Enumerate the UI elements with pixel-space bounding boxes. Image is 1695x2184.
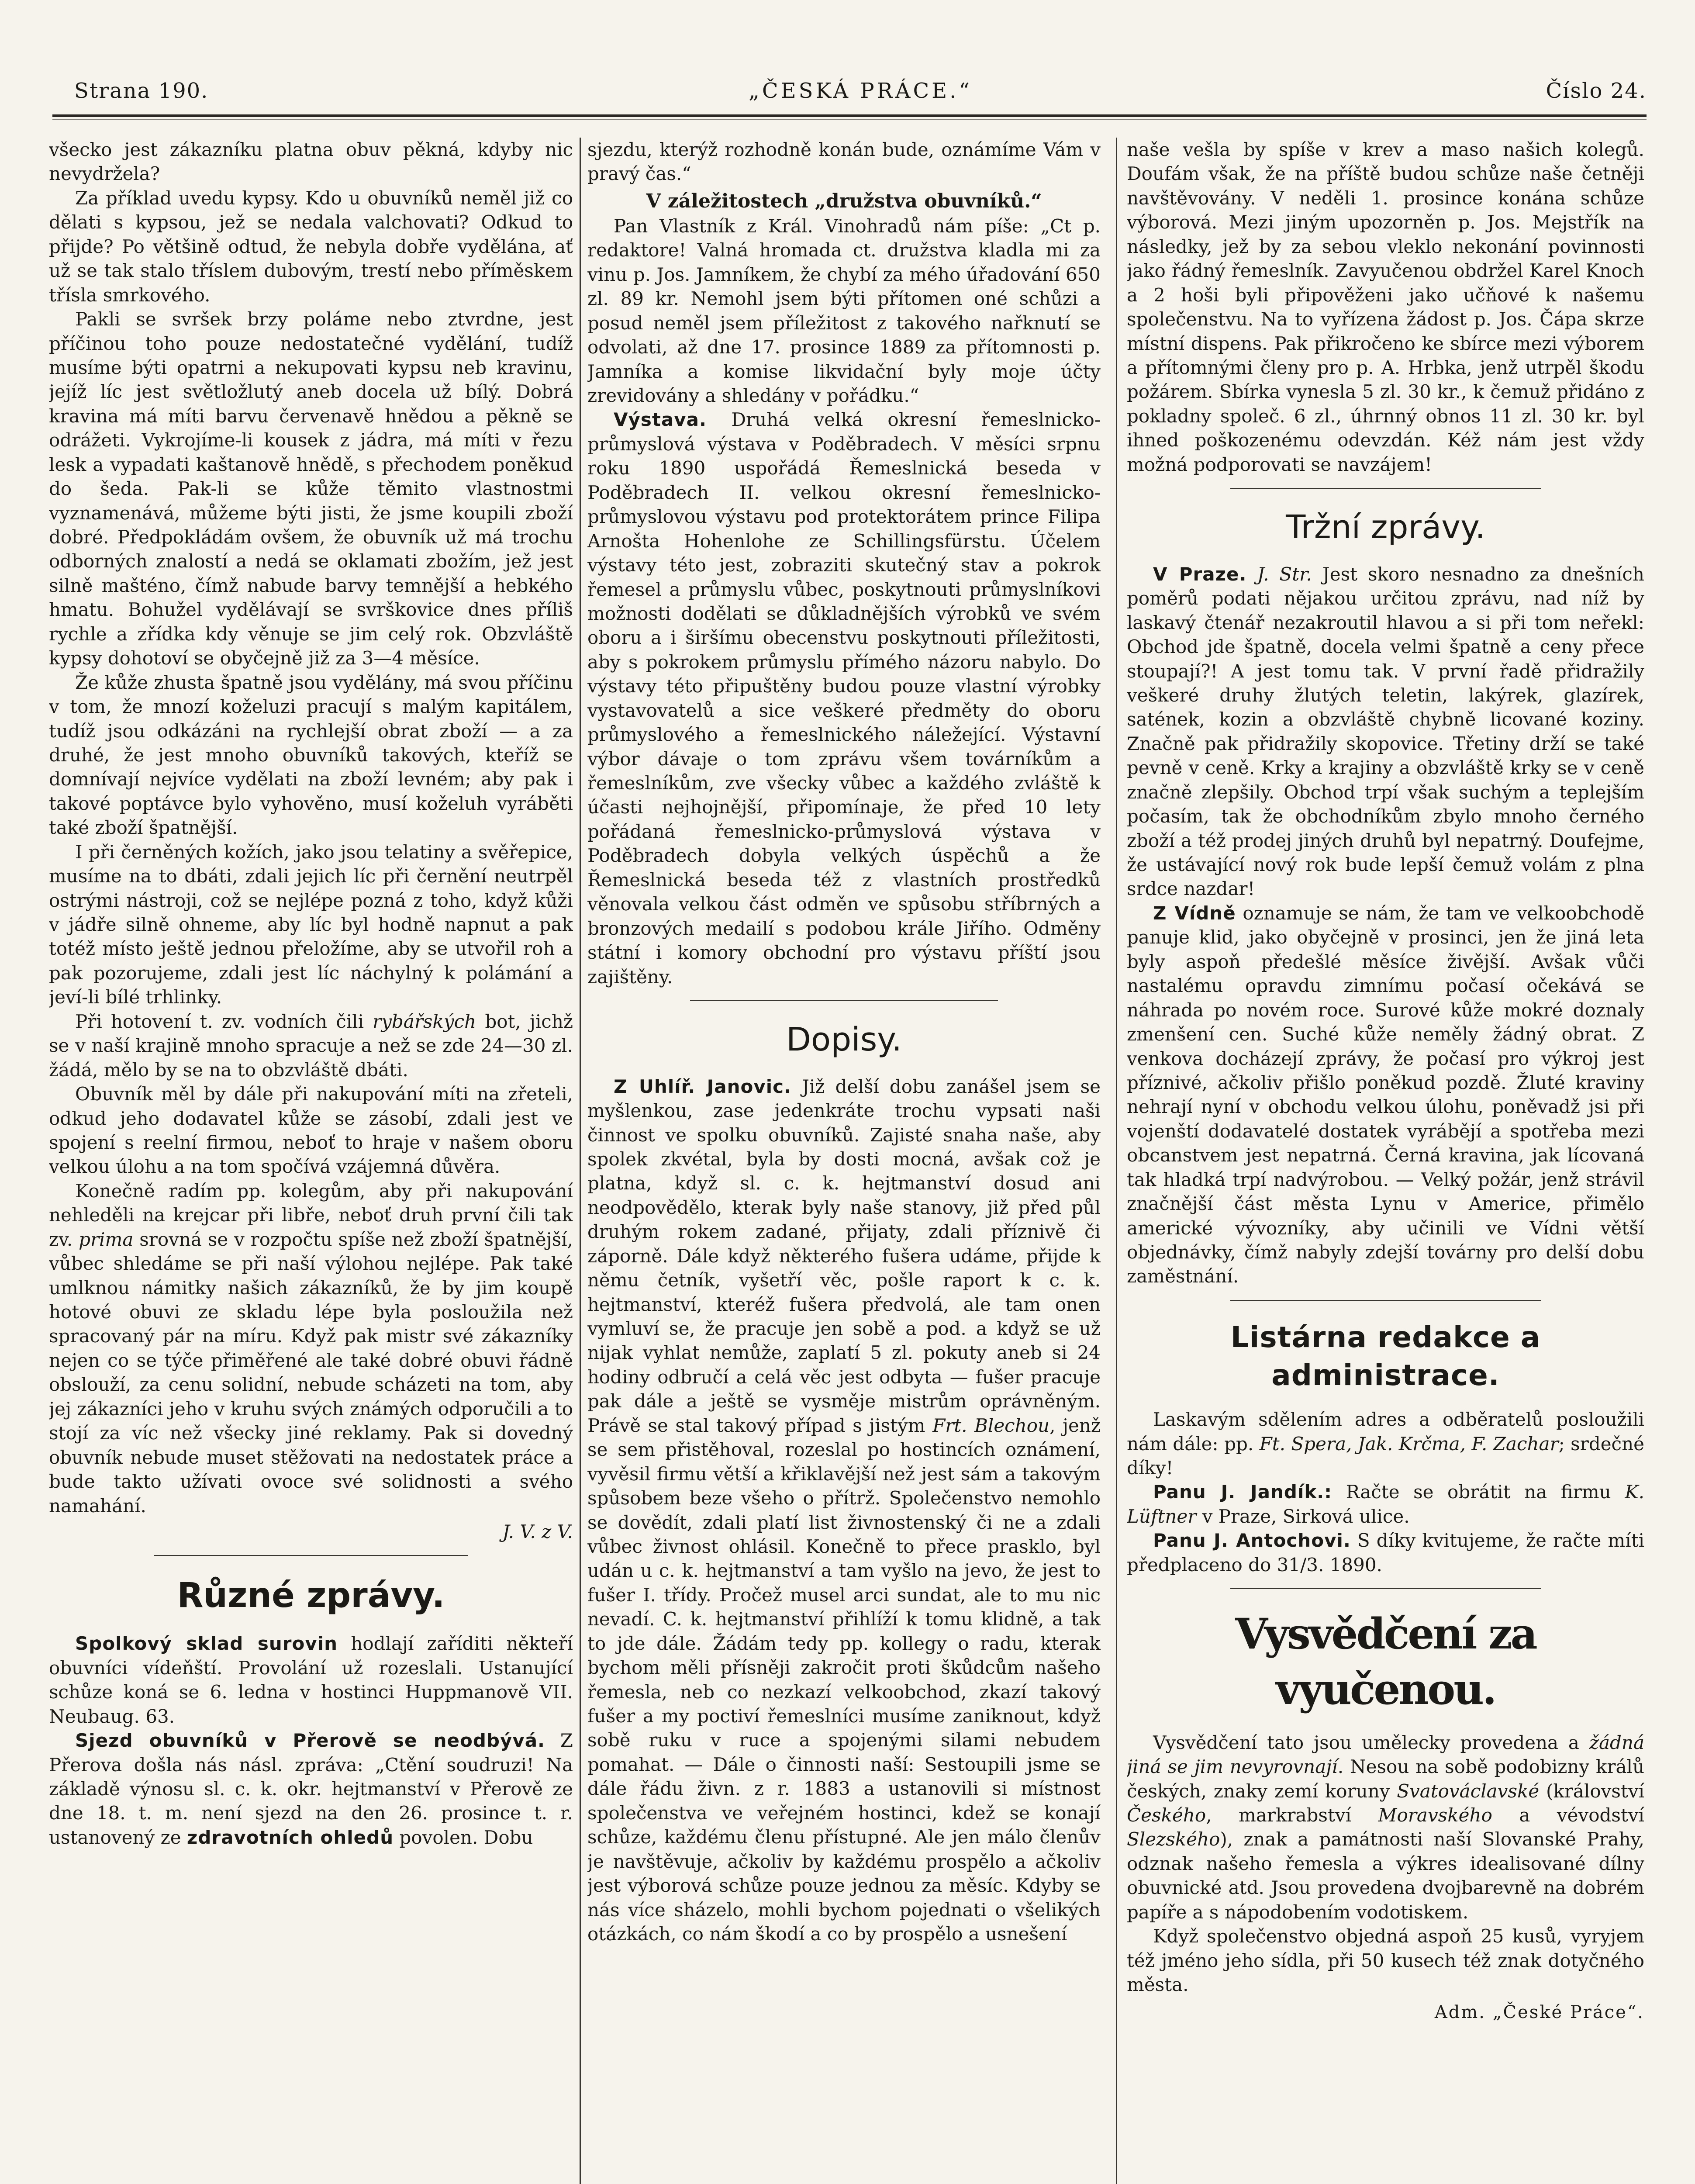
section-rule — [154, 1555, 468, 1556]
paragraph: Pan Vlastník z Král. Vinohradů nám píše: „Ct p. redaktore! Valná hromada ct. družstva kladla mi za vinu p. Jos. Jamníkem, že chybí za mého úřadování 650 zl. 89 kr. Nemohl jsem býti přítomen oné schůzi a posud neměl jsem příležitost z takového nařknutí se odvolati, až dne 17. prosince 1889 za přítomnosti p. Jamníka a komise likvidační byly moje účty zrevidovány a shledány v pořádku.“ — [587, 215, 1101, 407]
paragraph: Při hotovení t. zv. vodních čili rybářských bot, jichž se v naší krajině mnoho spracuje a než se zde 24—30 zl. žádá, mělo by se na to obzvláště dbáti. — [49, 1010, 573, 1081]
advert-text: Když společenstvo objedná aspoň 25 kusů, vyryjem též jméno jeho sídla, při 50 kusech též znak dotyčného města. — [1127, 1925, 1644, 1996]
section-rule — [1230, 1300, 1541, 1301]
notice: Laskavým sdělením adres a odběratelů posloužili nám dále: pp. Ft. Spera, Jak. Krčma, F. Zachar; srdečné díky! — [1127, 1409, 1644, 1479]
advert-text: Vysvědčení tato jsou umělecky provedena a žádná jiná se jim nevyrovnají. Nesou na sobě podobizny králů českých, znaky zemí koruny Svatováclavské (království Českého, markrabství Moravského a vévodství Slezského), znak a památnosti naší Slovanské Prahy, odznak našeho řemesla a výkres idealisované dílny obuvnické atd. Jsou provedena dvojbarevně na dobrém papíře a s nápodobením vodotiskem. — [1127, 1731, 1644, 1923]
section-rule — [1230, 488, 1541, 489]
subheading-druzstvo: V záležitostech „družstva obuvníků.“ — [646, 190, 1042, 212]
paragraph: Pakli se svršek brzy poláme nebo ztvrdne, jest příčinou toho pouze nedostatečné vydělání, tudíž musíme býti opatrni a nekupovati kypsu neb kravinu, jejíž líc jest světložlutý aneb docela už bílý. Dobrá kravina má míti barvu červenavě hnědou a pěkně se odrážeti. Vykrojíme-li kousek z jádra, má míti v řezu lesk a vypadati kaštanově hnědě, s přechodem poněkud do šeda. Pak-li se kůže těmito vlastnostmi vyznamenává, můžeme býti jisti, že jsme koupili zboží dobré. Předpokládám ovšem, že obuvník už má trochu odborných znalostí a nedá se oklamati zbožím, jež jest silně mašténo, čímž nabude barvy temnější a hebkého hmatu. Bohužel vydělávají se svrškovice dnes příliš rychle a zřídka kdy věnuje se jim celý rok. Obzvláště kypsy dohotoví se obyčejně již za 3—4 měsíce. — [49, 308, 573, 669]
paragraph: I při černěných kožích, jako jsou telatiny a svěřepice, musíme na to dbáti, zdali jejich líc při černění neutrpěl ostrými nástroji, což se nejlépe pozná z toho, když kůži v jádře silně ohneme, aby líc byl hodně napnut a pak totéž místo ještě jednou přeložíme, aby se utvořil roh a pak pozorujeme, zdali jest líc náchylný k polámání a jeví-li bílé trhlinky. — [49, 841, 573, 1008]
issue-number: Číslo 24. — [1546, 79, 1647, 103]
paragraph: Obuvník měl by dále při nakupování míti na zřeteli, odkud jeho dodavatel kůže se zásobí, zdali jest ve spojení s reelní firmou, neboť to hraje v našem oboru velkou úlohu a na tom spočívá vzájemná důvěra. — [49, 1083, 573, 1178]
notice: Panu J. Antochovi. S díky kvitujeme, že račte míti předplaceno do 31/3. 1890. — [1127, 1530, 1644, 1576]
column-3 — [1127, 138, 1644, 2184]
page-header — [74, 79, 1647, 114]
advert-signature: Adm. „České Práce“. — [1434, 2002, 1644, 2023]
letter: Z Uhlíř. Janovic. Již delší dobu zanášel jsem se myšlenkou, zase jedenkráte trochu vypsati naši činnost ve spolku obuvníků. Zajisté snaha naše, aby spolek zkvétal, byla by dosti mocná, avšak což je platna, když sl. c. k. hejtmanství dosud ani neodpovědělo, kterak byly naše stanovy, již před půl druhým rokem zadané, přijaty, zdali příznivě či záporně. Dále když některého fušera udáme, přijde k němu četník, vyšetří věc, pošle raport k c. k. hejtmanství, kteréž fušera předvolá, ale tam onen vymluví se, že pracuje jen sobě a pod. a když se už nijak vyhlat nemůže, zaplatí 5 zl. pokuty aneb si 24 hodiny odbručí a celá věc jest odbyta — fušer pracuje pak dále a ještě se vysměje mistrům oprávněným. Právě se stal takový případ s jistým Frt. Blechou, jenž se sem přistěhoval, rozeslal po hostincích oznámení, vyvěsil firmu větší a křiklavější než jest sám a takovým spůsobem beze všeho o přítrž. Společenstvo nemohlo se dovědít, zdali platí list živnostenský či ne a zdali vůbec živnost ohlásil. Konečně to přece prasklo, byl udán u c. k. hejtmanství a tam vyšlo na jevo, že jest to fušer I. třídy. Pročež musel arci sundat, ale to mu nic nevadí. C. k. hejtmanství přihlíží k tomu klidně, a tak to jde dále. Žádám tedy pp. kollegy o radu, kterak bychom měli přísněji zakročit proti škůdcům našeho řemesla, neb co nezkazí velkoobchod, zkazí takový fušer a my poctiví řemeslníci musíme zaniknout, když sobě ruku v ruce a spojenými silami nebudem pomahat. — Dále o činnosti naší: Sestoupili jsme se dále řádu živn. z r. 1883 a ustanovili si místnost společenstva ve veřejném hostinci, kdež se konají schůze, každému členu přístupné. Ale jen málo členův je navštěvuje, ačkoliv by každému prospělo a ačkoliv jest výborová schůze pouze jednou za měsíc. Kdyby se nás více sházelo, mohli bychom pojednati o všelikých otázkách, co nám škodí a co by prospělo a usnešení — [587, 1075, 1101, 1945]
section-heading-trzni-zpravy: Tržní zprávy. — [1286, 508, 1485, 546]
paragraph: Za příklad uvedu kypsy. Kdo u obuvníků neměl již co dělati s kypsou, jež se nedala valchovati? Odkud to přijde? Po většině odtud, že nebyla dobře vydělána, ať už se tak stalo tříslem dubovým, trestí nebo příměskem třísla smrkového. — [49, 187, 573, 306]
section-heading-listarna: Listárna redakce a administrace. — [1230, 1320, 1541, 1393]
market-report: V Praze. J. Str. Jest skoro nesnadno za dnešních poměrů podati nějakou určitou zprávu, nad níž by laskavý čtenář nezakroutil hlavou a si při tom neřekl: Obchod jde špatně, docela velmi špatně a ceny přece stoupají?! A jest tomu tak. V první řadě přidražily veškeré druhy žlutých teletin, lakýrek, glazírek, satének, kozin a obzvláště chybně licované koziny. Značně pak přidražily skopovice. Třetiny drží se také pevně v ceně. Krky a krajiny a obzvláště krky se v ceně značně zlepšily. Obchod trpí však suchým a teplejším počasím, tak že obchodníkům zbylo mnoho černého zboží a též prodej jiných druhů byl nepatrný. Doufejme, že ustávající nový rok bude lepší čemuž volám z plna srdce nazdar! — [1127, 563, 1644, 900]
newspaper-title: „ČESKÁ PRÁCE.“ — [748, 79, 972, 103]
column-2 — [587, 138, 1101, 2184]
paragraph: všecko jest zákazníku platna obuv pěkná, kdyby nic nevydržela? — [49, 139, 573, 185]
section-heading-dopisy: Dopisy. — [786, 1020, 902, 1058]
notice: Panu J. Jandík.: Račte se obrátit na firmu K. Lüftner v Praze, Sirková ulice. — [1127, 1481, 1644, 1527]
paragraph: sjezdu, kterýž rozhodně konán bude, oznámíme Vám v pravý čas.“ — [587, 139, 1101, 185]
paragraph: naše vešla by spíše v krev a maso našich kolegů. Doufám však, že na příště budou schůze naše četněji navštěvovány. V neděli 1. prosince konána schůze výborová. Mezi jiným upozorněn p. Jos. Mejstřík na následky, jež by za sebou vleklo nekonání povinnosti jako řádný řemeslník. Zavyučenou obdržel Karel Knoch a 2 hoši byli připověženi jako učňové k našemu společenstvu. Na to vyřízena žádost p. Jos. Čápa skrze místní dispens. Pak přikročeno ke sbírce mezi výborem a přítomnými členy pro p. A. Hrbka, jenž utrpěl škodu požárem. Sbírka vynesla 5 zl. 30 kr., k čemuž přidáno z pokladny společ. 6 zl., úhrnný obnos 11 zl. 30 kr. byl ihned poškozenému odevzdán. Kéž nám jest vždy možná podporovati se navzájem! — [1127, 139, 1644, 475]
column-divider — [1116, 138, 1117, 2184]
paragraph: Že kůže zhusta špatně jsou vydělány, má svou příčinu v tom, že mnozí koželuzi pracují s malým kapitálem, tudíž jsou odkázáni na rychlejší obrat zboží — a za druhé, že jest mnoho obuvníků takových, kteříž se domnívají nejvíce vydělati na zboží levném; aby pak i takové poptávce bylo vyhověno, musí koželuh vyráběti také zboží špatnější. — [49, 671, 573, 839]
section-heading-ruzne-zpravy: Různé zprávy. — [177, 1576, 445, 1616]
news-item: Sjezd obuvníků v Přerově se neodbývá. Z Přerova došla nás násl. zpráva: „Ctění soudruzi! Na základě výnosu sl. c. k. okr. hejtmanství v Přerově ze dne 18. t. m. není sjezd na den 26. prosince t. r. ustanovený ze zdravotních ohledů povolen. Dobu — [49, 1730, 573, 1848]
section-heading-vysvedceni: Vysvědčení za vyučenou. — [1235, 1609, 1536, 1714]
paragraph: Výstava. Druhá velká okresní řemeslnicko-průmyslová výstava v Poděbradech. V měsíci srpnu roku 1890 uspořádá Řemeslnická beseda v Poděbradech II. velkou okresní řemeslnicko-průmyslovou výstavu pod protektorátem prince Filipa Arnošta Hohenlohe ze Schillingsfürstu. Účelem výstavy této jest, zobraziti skutečný stav a pokrok řemesel a průmyslu vůbec, poskytnouti průmyslníkovi možnosti dodělati se důkladnějších výrobků ve svém oboru a i širšímu obecenstvu poskytnouti příležitosti, aby s pokrokem průmyslu přímého názoru nabylo. Do výstavy této připuštěny budou pouze vlastní výrobky vystavovatelů a sice veškeré předměty do oboru průmyslového a řemeslnického náležející. Výstavní výbor dávaje o tom zprávu všem továrníkům a řemeslníkům, zve všecky vůbec a každého zvláště k účasti nejhojnější, připomínaje, že před 10 lety pořádaná řemeslnicko-průmyslová výstava v Poděbradech dobyla velkých úspěchů a že Řemeslnická beseda též z vlastních prostředků věnovala velkou část odměn ve spůsobu stříbrných a bronzových medailí s podobou krále Jiřího. Odměny státní i komory obchodní pro výstavu příští jsou zajištěny. — [587, 409, 1101, 988]
market-report: Z Vídně oznamuje se nám, že tam ve velkoobchodě panuje klid, jako obyčejně v prosinci, jen že jiná leta byly aspoň předešlé měsíce živější. Avšak vůči nastalému opravdu zimnímu počasí očekává se náhrada po novém roce. Surové kůže mokré doznaly zmenšení cen. Suché kůže neměly žádný obrat. Z venkova docházejí zprávy, že počasí pro výkroj jest příznivé, ačkoliv přišlo poněkud pozdě. Žluté kraviny nehrají nyní v obchodu velkou úlohu, poněvadž jsi při vojenští dodavatelé dostatek vyrábějí a spotřeba mezi obcanstvem jest nepatrná. Černá kravina, jak lícovaná tak hladká trpí nadvýrobou. — Velký požár, jenž strávil značnější část města Lynu v Americe, přimělo americké vývozníky, aby učinili ve Vídni větší objednávky, čímž nabyly zdejší továrny pro delší dobu zaměstnání. — [1127, 902, 1644, 1287]
section-rule — [1230, 1588, 1541, 1589]
header-rule-thin — [52, 119, 1647, 120]
paragraph: Konečně radím pp. kolegům, aby při nakupování nehleděli na krejcar při libře, neboť druh první čili tak zv. prima srovná se v rozpočtu spíše než zboží špatnější, vůbec shledáme se při naší výlohou nejlépe. Pak také umlknou námitky našich zákazníků, že by jim koupě hotové obuvi ze skladu lépe byla posloužila než spracovaný pár na míru. Když pak mistr své zákazníky nejen co se týče přiměřené ale také dobré obuvi řádně obslouží, za cenu solidní, nebude scházeti na tom, aby jej zákazníci jeho v kruhu svých známých odporučili a to stojí za víc než všecky jiné reklamy. Pak si dovedný obuvník nebude muset stěžovati na nedostatek práce a bude takto užívati ovoce své solidnosti a svého namahání. — [49, 1180, 573, 1517]
page-number: Strana 190. — [74, 79, 209, 103]
column-divider — [580, 138, 581, 2184]
header-rule — [52, 114, 1647, 117]
section-rule — [690, 1000, 998, 1001]
column-1 — [49, 138, 573, 2184]
news-item: Spolkový sklad surovin hodlají zaříditi někteří obuvníci vídeňští. Provolání už rozeslali. Ustanující schůze koná se 6. ledna v hostinci Huppmanově VII. Neubaug. 63. — [49, 1633, 573, 1727]
author-signature: J. V. z V. — [502, 1521, 573, 1542]
